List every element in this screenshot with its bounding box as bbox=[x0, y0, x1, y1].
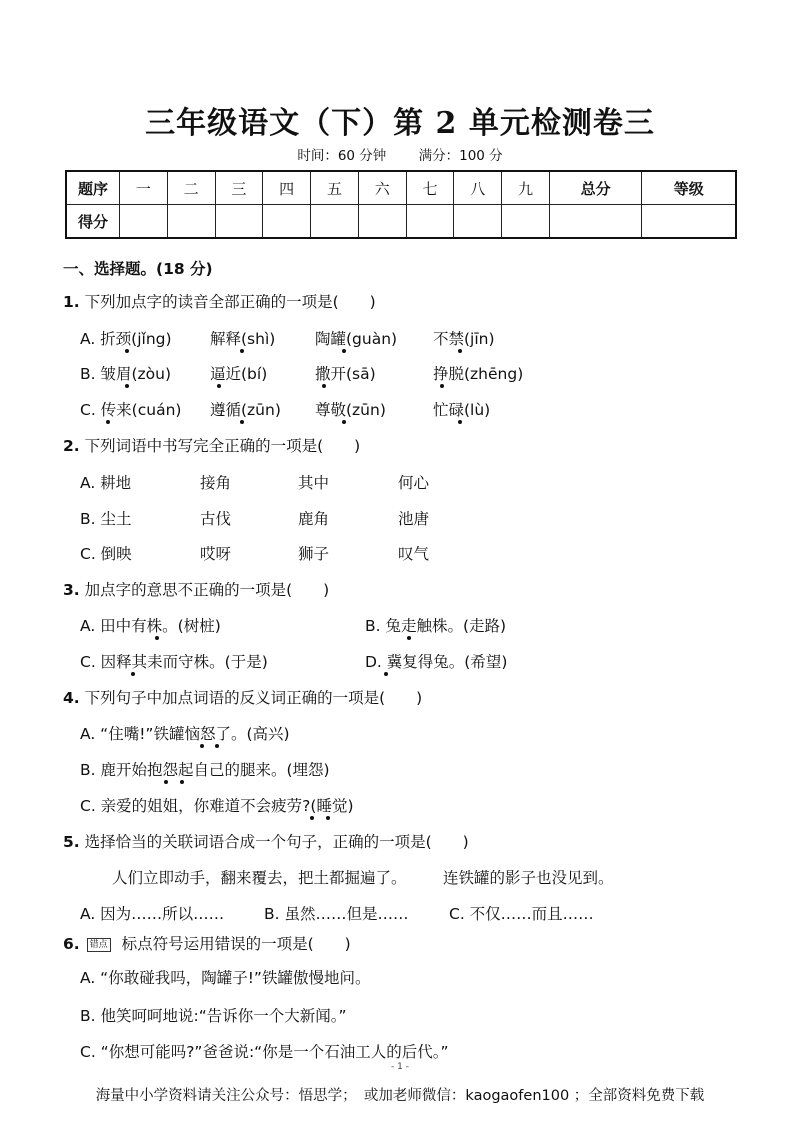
emphasis-dot bbox=[125, 384, 129, 388]
score-cell: 六 bbox=[358, 171, 406, 205]
footer-note: 海量中小学资料请关注公众号：悟思学； 或加老师微信：kaogaofen100 ；全部资料免费下载 bbox=[95, 1088, 705, 1104]
score-input-cell[interactable] bbox=[406, 205, 454, 239]
question-stem: 下列词语中书写完全正确的一项是( ) bbox=[84, 437, 361, 455]
option-text: B. 皱眉(zòu) bbox=[80, 365, 172, 383]
option-text: 不禁(jīn) bbox=[433, 330, 495, 348]
question-5 bbox=[63, 830, 469, 852]
question-number: 4. bbox=[63, 689, 80, 707]
emphasis-dot bbox=[240, 420, 244, 424]
option-text: A. 因为……所以…… bbox=[80, 905, 225, 923]
page-number: - 1 - bbox=[391, 1062, 409, 1072]
score-input-cell[interactable] bbox=[642, 205, 736, 239]
score-input-cell[interactable] bbox=[549, 205, 642, 239]
question-stem: 下列加点字的读音全部正确的一项是( ) bbox=[84, 293, 376, 311]
option-text: 尊敬(zūn) bbox=[315, 401, 386, 419]
score-cell: 八 bbox=[454, 171, 502, 205]
option-text: C. “你想可能吗?”爸爸说:“你是一个石油工人的后代。” bbox=[80, 1043, 449, 1061]
option-text: 接角 bbox=[200, 474, 232, 492]
option-text: 鹿角 bbox=[298, 510, 330, 528]
option-text: 陶罐(guàn) bbox=[315, 330, 398, 348]
question-number: 5. bbox=[63, 833, 80, 851]
option-text: D. 冀复得兔。(希望) bbox=[365, 653, 508, 671]
score-cell: 九 bbox=[502, 171, 550, 205]
score-cell: 三 bbox=[215, 171, 263, 205]
emphasis-dot bbox=[155, 636, 159, 640]
option-text: 哎呀 bbox=[200, 545, 232, 563]
emphasis-dot bbox=[131, 672, 135, 676]
error-prone-tag: 错点 bbox=[87, 938, 111, 952]
option-text: C. 不仅……而且…… bbox=[449, 905, 594, 923]
emphasis-dot bbox=[342, 349, 346, 353]
option-text: 池唐 bbox=[398, 510, 430, 528]
emphasis-dot bbox=[342, 420, 346, 424]
emphasis-dot bbox=[322, 384, 326, 388]
section-title: 一、选择题。(18 分) bbox=[63, 260, 213, 278]
score-cell: 四 bbox=[263, 171, 311, 205]
emphasis-dot bbox=[200, 744, 204, 748]
question-number: 1. bbox=[63, 293, 80, 311]
question-stem: 下列句子中加点词语的反义词正确的一项是( ) bbox=[84, 689, 423, 707]
score-input-cell[interactable] bbox=[502, 205, 550, 239]
score-table-header-row bbox=[66, 171, 736, 205]
score-input-cell[interactable] bbox=[311, 205, 359, 239]
option-text: B. 鹿开始抱怨起自己的腿来。(埋怨) bbox=[80, 761, 330, 779]
option-text: B. 虽然……但是…… bbox=[264, 905, 409, 923]
question-stem: 选择恰当的关联词语合成一个句子，正确的一项是( ) bbox=[84, 833, 469, 851]
emphasis-dot bbox=[215, 744, 219, 748]
option-text: 遵循(zūn) bbox=[210, 401, 281, 419]
emphasis-dot bbox=[326, 816, 330, 820]
emphasis-dot bbox=[384, 672, 388, 676]
option-text: 古伐 bbox=[200, 510, 232, 528]
emphasis-dot bbox=[240, 349, 244, 353]
score-cell: 一 bbox=[120, 171, 168, 205]
question-4 bbox=[63, 686, 422, 708]
question-number: 2. bbox=[63, 437, 80, 455]
option-text: B. 他笑呵呵地说:“告诉你一个大新闻。” bbox=[80, 1007, 347, 1025]
option-text: 撒开(sā) bbox=[315, 365, 376, 383]
question-3 bbox=[63, 578, 329, 600]
emphasis-dot bbox=[440, 384, 444, 388]
option-text: 何心 bbox=[398, 474, 430, 492]
option-text: 挣脱(zhēng) bbox=[433, 365, 524, 383]
emphasis-dot bbox=[310, 816, 314, 820]
option-text: A. “你敢碰我吗，陶罐子!”铁罐傲慢地问。 bbox=[80, 969, 371, 987]
emphasis-dot bbox=[106, 420, 110, 424]
score-input-cell[interactable] bbox=[454, 205, 502, 239]
score-input-cell[interactable] bbox=[263, 205, 311, 239]
exam-info bbox=[0, 144, 800, 164]
question-1 bbox=[63, 290, 376, 312]
option-text: C. 传来(cuán) bbox=[80, 401, 182, 419]
question-number: 3. bbox=[63, 581, 80, 599]
emphasis-dot bbox=[164, 780, 168, 784]
emphasis-dot bbox=[125, 349, 129, 353]
option-text: 狮子 bbox=[298, 545, 330, 563]
score-input-cell[interactable] bbox=[120, 205, 168, 239]
question-2 bbox=[63, 434, 360, 456]
score-cell: 七 bbox=[406, 171, 454, 205]
exam-time: 时间：60 分钟 bbox=[297, 148, 387, 164]
sentence-part-1: 人们立即动手，翻来覆去，把土都掘遍了。 bbox=[112, 869, 407, 887]
score-cell: 等级 bbox=[642, 171, 736, 205]
option-text: B. 兔走触株。(走路) bbox=[365, 617, 507, 635]
score-cell: 五 bbox=[311, 171, 359, 205]
exam-full-score: 满分：100 分 bbox=[418, 148, 503, 164]
score-cell: 二 bbox=[167, 171, 215, 205]
option-text: A. 折颈(jǐng) bbox=[80, 330, 172, 348]
score-input-cell[interactable] bbox=[215, 205, 263, 239]
question-6 bbox=[63, 932, 351, 954]
option-text: B. 尘土 bbox=[80, 510, 132, 528]
score-table bbox=[65, 170, 737, 239]
score-input-cell[interactable] bbox=[358, 205, 406, 239]
emphasis-dot bbox=[458, 349, 462, 353]
option-text: C. 倒映 bbox=[80, 545, 132, 563]
option-text: 逼近(bí) bbox=[210, 365, 268, 383]
score-row-label: 得分 bbox=[66, 205, 120, 239]
emphasis-dot bbox=[217, 384, 221, 388]
option-text: C. 因释其耒而守株。(于是) bbox=[80, 653, 268, 671]
emphasis-dot bbox=[180, 780, 184, 784]
question-stem: 加点字的意思不正确的一项是( ) bbox=[84, 581, 330, 599]
question-number: 6. bbox=[63, 935, 80, 953]
option-text: 其中 bbox=[298, 474, 330, 492]
option-text: 解释(shì) bbox=[210, 330, 276, 348]
option-text: A. 耕地 bbox=[80, 474, 132, 492]
option-text: 叹气 bbox=[398, 545, 430, 563]
emphasis-dot bbox=[407, 636, 411, 640]
option-text: A. “住嘴!”铁罐恼怒了。(高兴) bbox=[80, 725, 290, 743]
score-table-score-row bbox=[66, 205, 736, 239]
question-stem: 标点符号运用错误的一项是( ) bbox=[121, 935, 351, 953]
score-cell: 总分 bbox=[549, 171, 642, 205]
page-title: 三年级语文（下）第 2 单元检测卷三 bbox=[145, 106, 655, 141]
option-text: C. 亲爱的姐姐，你难道不会疲劳?(睡觉) bbox=[80, 797, 354, 815]
score-cell: 题序 bbox=[66, 171, 120, 205]
sentence-part-2: 连铁罐的影子也没见到。 bbox=[443, 869, 614, 887]
emphasis-dot bbox=[458, 420, 462, 424]
option-text: A. 田中有株。(树桩) bbox=[80, 617, 221, 635]
score-input-cell[interactable] bbox=[167, 205, 215, 239]
option-text: 忙碌(lù) bbox=[433, 401, 491, 419]
